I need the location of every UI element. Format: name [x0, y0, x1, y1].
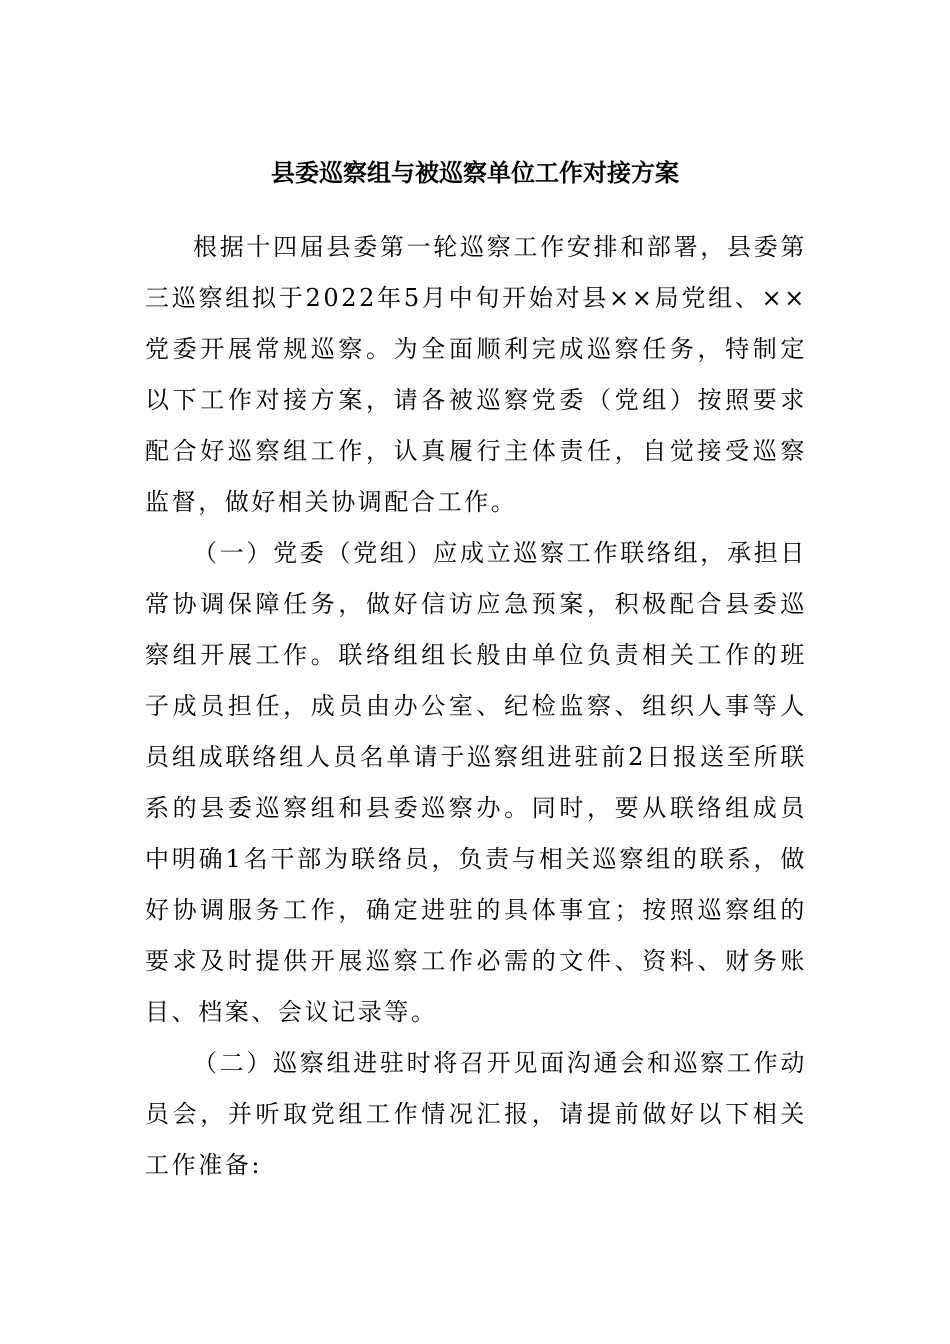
- document-body: [145, 222, 807, 1191]
- paragraph-section-1: （一）党委（党组）应成立巡察工作联络组，承担日常协调保障任务，做好信访应急预案，积极配合县委巡察组开展工作。联络组组长般由单位负责相关工作的班子成员担任，成员由办公室、纪检监察、组织人事等人员组成联络组人员名单请于巡察组进驻前2日报送至所联系的县委巡察组和县委巡察办。同时，要从联络组成员中明确1名干部为联络员，负责与相关巡察组的联系，做好协调服务工作，确定进驻的具体事宜；按照巡察组的要求及时提供开展巡察工作必需的文件、资料、财务账目、档案、会议记录等。: [145, 539, 807, 1026]
- paragraph-section-2: （二）巡察组进驻时将召开见面沟通会和巡察工作动员会，并听取党组工作情况汇报，请提前做好以下相关工作准备:: [145, 1049, 807, 1179]
- document-title: 县委巡察组与被巡察单位工作对接方案: [271, 158, 679, 187]
- paragraph-intro: 根据十四届县委第一轮巡察工作安排和部署，县委第三巡察组拟于2022年5月中旬开始对县××局党组、××党委开展常规巡察。为全面顺利完成巡察任务，特制定以下工作对接方案，请各被巡察党委（党组）按照要求配合好巡察组工作，认真履行主体责任，自觉接受巡察监督，做好相关协调配合工作。: [145, 233, 807, 516]
